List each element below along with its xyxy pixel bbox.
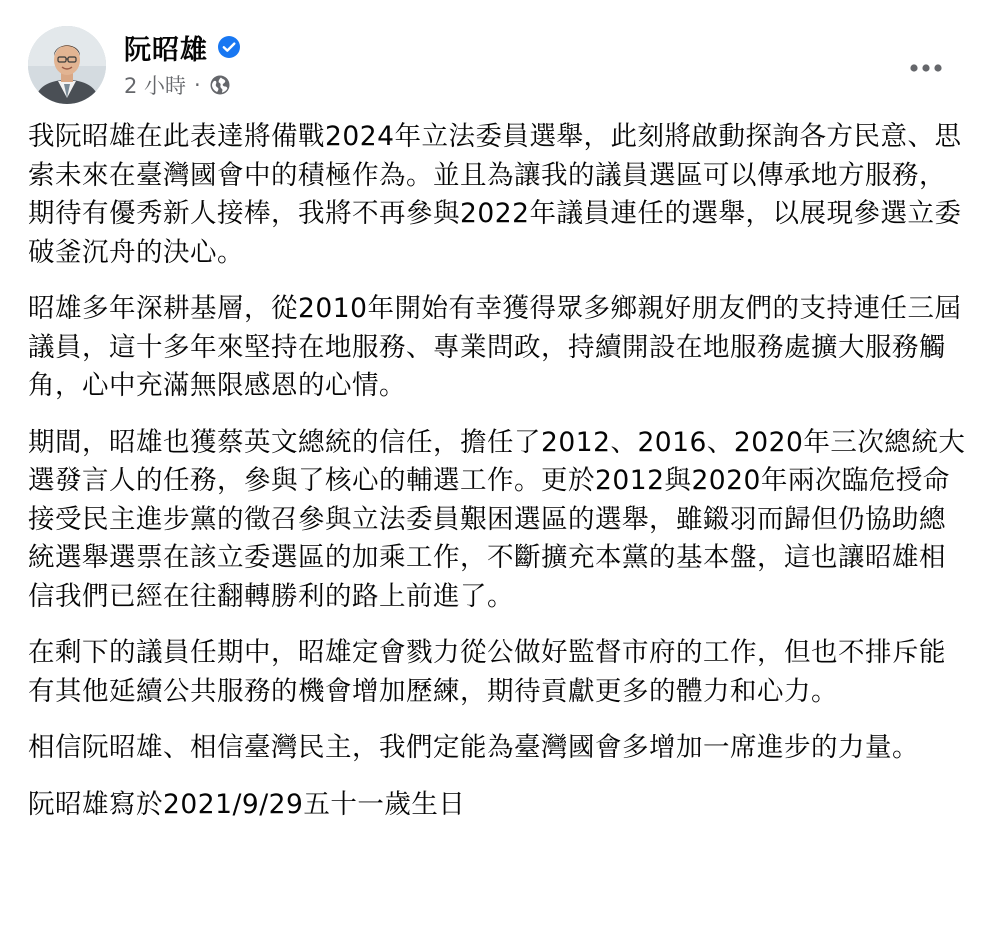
post-header <box>28 26 968 106</box>
author-name[interactable]: 阮昭雄 <box>124 34 208 66</box>
post-paragraph: 相信阮昭雄、相信臺灣民主，我們定能為臺灣國會多增加一席進步的力量。 <box>28 732 919 763</box>
post-paragraph: 昭雄多年深耕基層，從2010年開始有幸獲得眾多鄉親好朋友們的支持連任三屆議員，這十多年來堅持在地服務、專業問政，持續開設在地服務處擴大服務觸角，心中充滿無限感恩的心情。 <box>28 293 962 401</box>
post-body <box>28 118 968 842</box>
author-block <box>124 28 241 102</box>
post-paragraph: 我阮昭雄在此表達將備戰2024年立法委員選舉，此刻將啟動探詢各方民意、思索未來在臺灣國會中的積極作為。並且為讓我的議員選區可以傳承地方服務，期待有優秀新人接棒，我將不再參與2022年議員連任的選舉，以展現參選立委破釜沉舟的決心。 <box>28 121 962 268</box>
post-paragraph: 在剩下的議員任期中，昭雄定會戮力從公做好監督市府的工作，但也不排斥能有其他延續公共服務的機會增加歷練，期待貢獻更多的體力和心力。 <box>28 637 946 707</box>
post-paragraph: 期間，昭雄也獲蔡英文總統的信任，擔任了2012、2016、2020年三次總統大選發言人的任務，參與了核心的輔選工作。更於2012與2020年兩次臨危授命接受民主進步黨的徵召參與立法委員艱困選區的選舉，雖鎩羽而歸但仍協助總統選舉選票在該立委選區的加乘工作，不斷擴充本黨的基本盤，這也讓昭雄相信我們已經在往翻轉勝利的路上前進了。 <box>28 426 966 612</box>
author-row <box>124 28 241 66</box>
more-horizontal-icon <box>909 63 943 73</box>
globe-icon[interactable] <box>209 74 231 96</box>
profile-photo-icon <box>28 26 106 104</box>
post-timestamp[interactable]: 2 小時 <box>124 74 187 98</box>
post-paragraph: 阮昭雄寫於2021/9/29五十一歲生日 <box>28 788 466 820</box>
more-options-button[interactable] <box>904 46 948 90</box>
post-meta <box>124 68 241 102</box>
meta-separator: · <box>194 73 201 97</box>
avatar[interactable] <box>28 26 106 104</box>
verified-badge-icon <box>217 35 241 59</box>
